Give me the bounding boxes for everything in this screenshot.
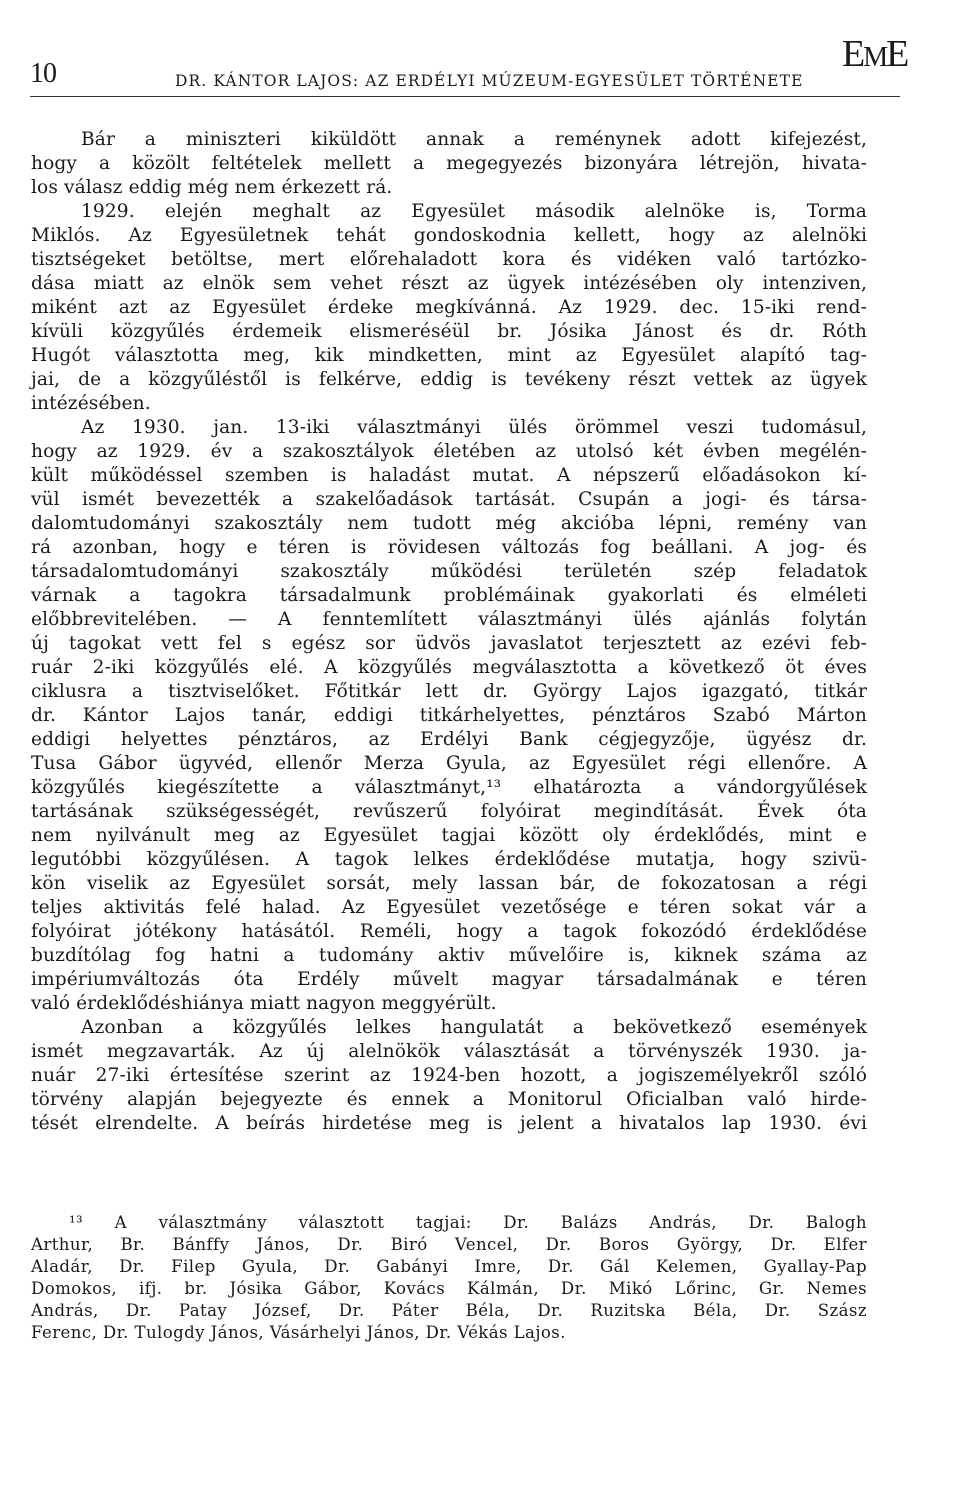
text-line: ciklusra a tisztviselőket. Főtitkár lett dr. György Lajos igazgató, titkár bbox=[31, 681, 867, 702]
running-head: DR. KÁNTOR LAJOS: AZ ERDÉLYI MÚZEUM-EGYESÜLET TÖRTÉNETE bbox=[175, 72, 804, 90]
text-line: impériumváltozás óta Erdély művelt magyar társadalmának e téren bbox=[31, 969, 867, 990]
text-line: teljes aktivitás felé halad. Az Egyesület vezetősége e téren sokat vár a bbox=[31, 897, 867, 918]
text-line: tisztségeket betöltse, mert előrehaladott kora és vidéken való tartózko- bbox=[31, 249, 867, 270]
text-line: dalomtudományi szakosztály nem tudott még akcióba lépni, remény van bbox=[31, 513, 867, 534]
text-line: folyóirat jótékony hatásától. Reméli, hogy a tagok fokozódó érdeklődése bbox=[31, 921, 867, 942]
logo-letter-e: E bbox=[842, 33, 864, 75]
text-line: várnak a tagokra társadalmunk problémáinak gyakorlati és elméleti bbox=[31, 585, 867, 606]
footnote-line: Aladár, Dr. Filep Gyula, Dr. Gabányi Imre, Dr. Gál Kelemen, Gyallay-Pap bbox=[31, 1257, 867, 1276]
text-line: Az 1930. jan. 13-iki választmányi ülés örömmel veszi tudomásul, bbox=[81, 417, 867, 438]
text-line: Bár a miniszteri kiküldött annak a reménynek adott kifejezést, bbox=[81, 129, 867, 150]
footnotes bbox=[31, 1212, 867, 1344]
text-line: legutóbbi közgyűlésen. A tagok lelkes érdeklődése mutatja, hogy szivü- bbox=[31, 849, 867, 870]
text-line: tését elrendelte. A beírás hirdetése meg is jelent a hivatalos lap 1930. évi bbox=[31, 1113, 867, 1134]
text-line: rá azonban, hogy e téren is rövidesen változás fog beállani. A jog- és bbox=[31, 537, 867, 558]
text-line: nem nyilvánult meg az Egyesület tagjai között oly érdeklődés, mint e bbox=[31, 825, 867, 846]
text-line: Hugót választotta meg, kik mindketten, mint az Egyesület alapító tag- bbox=[31, 345, 867, 366]
footnote-line: András, Dr. Patay József, Dr. Páter Béla, Dr. Ruzitska Béla, Dr. Szász bbox=[31, 1301, 867, 1320]
text-line: 1929. elején meghalt az Egyesület második alelnöke is, Torma bbox=[81, 201, 867, 222]
page-number: 10 bbox=[30, 58, 56, 89]
text-line: új tagokat vett fel s egész sor üdvös javaslatot terjesztett az ezévi feb- bbox=[31, 633, 867, 654]
text-line: nuár 27-iki értesítése szerint az 1924-ben hozott, a jogiszemélyekről szóló bbox=[31, 1065, 867, 1086]
text-line: tartásának szükségességét, revűszerű folyóirat megindítását. Évek óta bbox=[31, 801, 867, 822]
text-line: vül ismét bevezették a szakelőadások tartását. Csupán a jogi- és társa- bbox=[31, 489, 867, 510]
footnote-line: ¹³ A választmány választott tagjai: Dr. Balázs András, Dr. Balogh bbox=[69, 1213, 867, 1232]
text-line: Miklós. Az Egyesületnek tehát gondoskodnia kellett, hogy az alelnöki bbox=[31, 225, 867, 246]
page-header bbox=[30, 33, 910, 90]
text-line: ruár 2-iki közgyűlés elé. A közgyűlés megválasztotta a következő öt éves bbox=[31, 657, 867, 678]
footnote-line: Domokos, ifj. br. Jósika Gábor, Kovács Kálmán, Dr. Mikó Lőrinc, Gr. Nemes bbox=[31, 1279, 867, 1298]
text-line: törvény alapján bejegyezte és ennek a Monitorul Oficialban való hirde- bbox=[31, 1089, 867, 1110]
text-line: miként azt az Egyesület érdeke megkívánná. Az 1929. dec. 15-iki rend- bbox=[31, 297, 867, 318]
text-line: kívüli közgyűlés érdemeik elismeréséül br. Jósika Jánost és dr. Róth bbox=[31, 321, 867, 342]
text-line: való érdeklődéshiánya miatt nagyon meggyérült. bbox=[31, 993, 497, 1014]
text-line: hogy a közölt feltételek mellett a megegyezés bizonyára létrejön, hivata- bbox=[31, 153, 867, 174]
text-line: társadalomtudományi szakosztály működési területén szép feladatok bbox=[31, 561, 867, 582]
text-line: Azonban a közgyűlés lelkes hangulatát a bekövetkező események bbox=[81, 1017, 867, 1038]
header-rule bbox=[30, 96, 900, 97]
footnote-line: Ferenc, Dr. Tulogdy János, Vásárhelyi János, Dr. Vékás Lajos. bbox=[31, 1323, 566, 1342]
text-line: ismét megzavarták. Az új alelnökök választását a törvényszék 1930. ja- bbox=[31, 1041, 867, 1062]
text-line: közgyűlés kiegészítette a választmányt,¹³ elhatározta a vándorgyűlések bbox=[31, 777, 867, 798]
text-line: kült működéssel szemben is haladást mutat. A népszerű előadásokon kí- bbox=[31, 465, 867, 486]
text-line: dr. Kántor Lajos tanár, eddigi titkárhelyettes, pénztáros Szabó Márton bbox=[31, 705, 867, 726]
text-line: buzdítólag fog hatni a tudomány aktiv művelőire is, kiknek száma az bbox=[31, 945, 867, 966]
logo-letter-e2: E bbox=[886, 33, 908, 75]
text-line: jai, de a közgyűléstől is felkérve, eddig is tevékeny részt vettek az ügyek bbox=[31, 369, 867, 390]
footnote-line: Arthur, Br. Bánffy János, Dr. Biró Vencel, Dr. Boros György, Dr. Elfer bbox=[31, 1235, 867, 1254]
text-line: dása miatt az elnök sem vehet részt az ügyek intézésében oly intenziven, bbox=[31, 273, 867, 294]
text-line: Tusa Gábor ügyvéd, ellenőr Merza Gyula, az Egyesület régi ellenőre. A bbox=[31, 753, 867, 774]
text-line: los válasz eddig még nem érkezett rá. bbox=[31, 177, 393, 198]
text-line: eddigi helyettes pénztáros, az Erdélyi Bank cégjegyzője, ügyész dr. bbox=[31, 729, 867, 750]
eme-logo bbox=[842, 32, 907, 76]
body-text bbox=[31, 128, 867, 1136]
text-line: előbbrevitelében. — A fenntemlített választmányi ülés ajánlás folytán bbox=[31, 609, 867, 630]
text-line: intézésében. bbox=[31, 393, 151, 414]
text-line: hogy az 1929. év a szakosztályok életében az utolsó két évben megélén- bbox=[31, 441, 867, 462]
text-line: kön viselik az Egyesület sorsát, mely lassan bár, de fokozatosan a régi bbox=[31, 873, 867, 894]
logo-letter-m: M bbox=[863, 42, 887, 73]
